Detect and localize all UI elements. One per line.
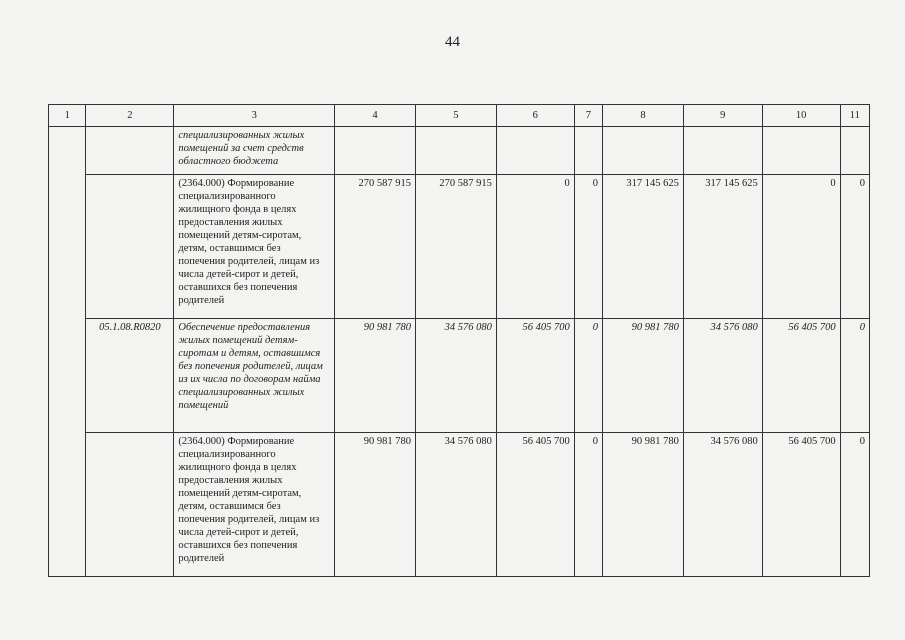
header-cell: 1 (49, 105, 86, 127)
value-cell: 0 (840, 175, 869, 319)
header-row (49, 105, 870, 127)
header-cell: 7 (574, 105, 602, 127)
value-cell: 34 576 080 (415, 433, 496, 577)
value-cell: 56 405 700 (762, 319, 840, 433)
header-cell: 8 (603, 105, 684, 127)
description-cell: специализированных жилых помещений за счет средств областного бюджета (174, 127, 335, 175)
value-cell: 90 981 780 (603, 319, 684, 433)
header-cell: 10 (762, 105, 840, 127)
table-row (49, 175, 870, 319)
value-cell: 0 (574, 175, 602, 319)
header-cell: 3 (174, 105, 335, 127)
value-cell (574, 127, 602, 175)
value-cell: 56 405 700 (762, 433, 840, 577)
value-cell: 0 (574, 319, 602, 433)
value-cell: 90 981 780 (603, 433, 684, 577)
value-cell: 34 576 080 (683, 433, 762, 577)
code-cell: 05.1.08.R0820 (86, 319, 174, 433)
table-row (49, 433, 870, 577)
value-cell (496, 127, 574, 175)
description-cell: (2364.000) Формирование специализированного жилищного фонда в целях предоставления жилых помещений детям-сиротам, детям, оставшимся без попечения родителей, лицам из числа детей-сирот и детей, оставшихся без попечения родителей (174, 175, 335, 319)
code-cell (86, 433, 174, 577)
value-cell (840, 127, 869, 175)
budget-table (48, 104, 870, 577)
value-cell: 0 (574, 433, 602, 577)
value-cell: 34 576 080 (683, 319, 762, 433)
value-cell: 90 981 780 (335, 433, 416, 577)
table-row (49, 127, 870, 175)
header-cell: 2 (86, 105, 174, 127)
header-cell: 11 (840, 105, 869, 127)
header-cell: 4 (335, 105, 416, 127)
value-cell: 270 587 915 (415, 175, 496, 319)
code-cell (86, 175, 174, 319)
table-row (49, 319, 870, 433)
value-cell (683, 127, 762, 175)
description-cell: Обеспечение предоставления жилых помещений детям-сиротам и детям, оставшимся без попечения родителей, лицам из их числа по договорам найма специализированных жилых помещений (174, 319, 335, 433)
value-cell: 90 981 780 (335, 319, 416, 433)
value-cell (415, 127, 496, 175)
value-cell: 317 145 625 (683, 175, 762, 319)
value-cell: 0 (762, 175, 840, 319)
empty-cell (49, 127, 86, 577)
header-cell: 6 (496, 105, 574, 127)
value-cell: 56 405 700 (496, 319, 574, 433)
value-cell: 34 576 080 (415, 319, 496, 433)
code-cell (86, 127, 174, 175)
value-cell: 56 405 700 (496, 433, 574, 577)
value-cell: 0 (496, 175, 574, 319)
value-cell (335, 127, 416, 175)
value-cell: 0 (840, 433, 869, 577)
value-cell: 317 145 625 (603, 175, 684, 319)
value-cell (762, 127, 840, 175)
header-cell: 5 (415, 105, 496, 127)
page-number: 44 (445, 34, 460, 50)
description-cell: (2364.000) Формирование специализированного жилищного фонда в целях предоставления жилых помещений детям-сиротам, детям, оставшимся без попечения родителей, лицам из числа детей-сирот и детей, оставшихся без попечения родителей (174, 433, 335, 577)
value-cell: 0 (840, 319, 869, 433)
value-cell (603, 127, 684, 175)
value-cell: 270 587 915 (335, 175, 416, 319)
header-cell: 9 (683, 105, 762, 127)
